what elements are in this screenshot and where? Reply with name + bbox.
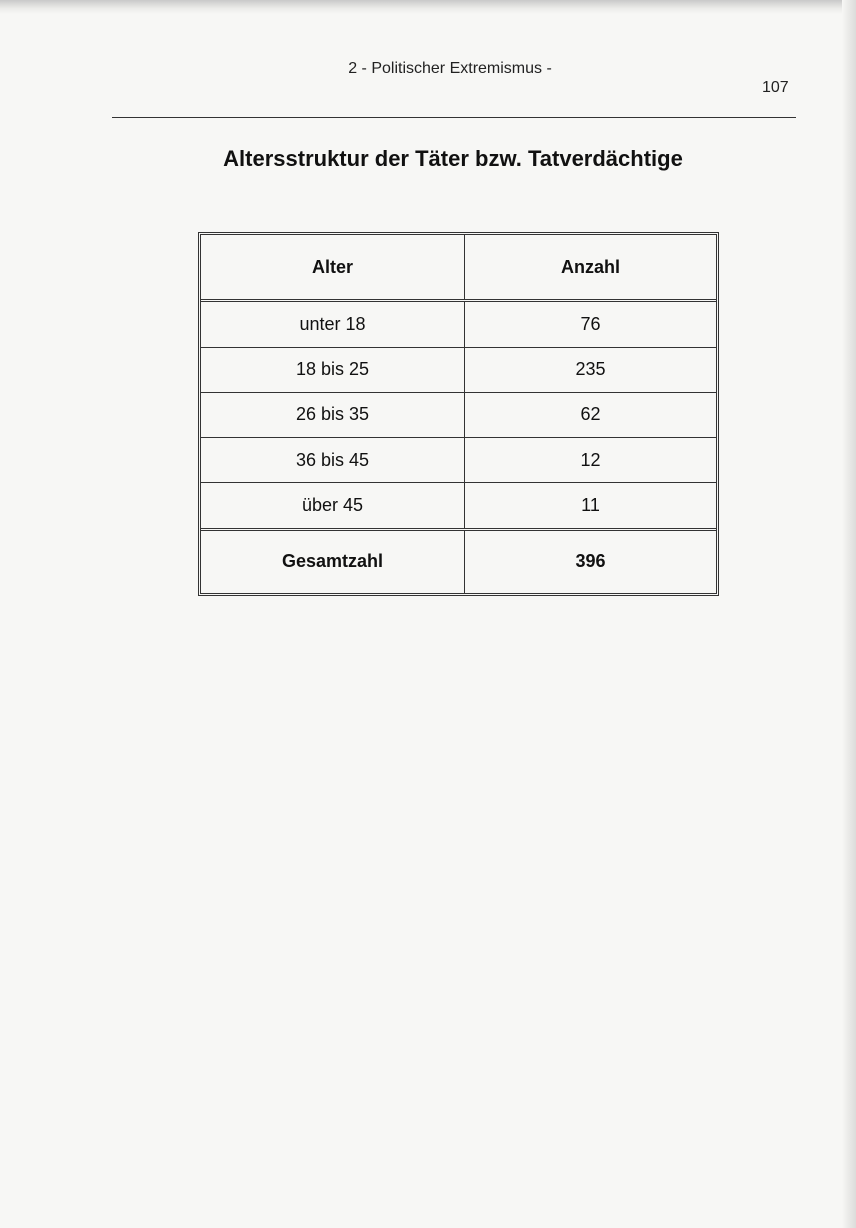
scan-edge-right	[842, 0, 856, 1228]
cell-anzahl: 11	[465, 483, 717, 529]
table-total-row	[201, 529, 716, 593]
scan-edge-top	[0, 0, 856, 14]
total-value: 396	[465, 529, 717, 593]
cell-alter: unter 18	[201, 301, 465, 347]
age-structure-table	[198, 232, 719, 596]
table-row	[201, 438, 716, 483]
running-head: 2 - Politischer Extremismus -	[348, 60, 552, 77]
cell-anzahl: 235	[465, 347, 717, 392]
table-row	[201, 392, 716, 437]
cell-anzahl: 62	[465, 392, 717, 437]
cell-alter: über 45	[201, 483, 465, 529]
cell-alter: 36 bis 45	[201, 438, 465, 483]
column-header-alter: Alter	[201, 235, 465, 301]
page-number: 107	[762, 79, 789, 96]
table-row	[201, 483, 716, 529]
total-label: Gesamtzahl	[201, 529, 465, 593]
table-header-row	[201, 235, 716, 301]
column-header-anzahl: Anzahl	[465, 235, 717, 301]
cell-alter: 26 bis 35	[201, 392, 465, 437]
table-row	[201, 347, 716, 392]
cell-anzahl: 76	[465, 301, 717, 347]
table-row	[201, 301, 716, 347]
cell-anzahl: 12	[465, 438, 717, 483]
cell-alter: 18 bis 25	[201, 347, 465, 392]
header-rule	[112, 117, 796, 118]
table-title: Altersstruktur der Täter bzw. Tatverdächtige	[223, 146, 683, 171]
